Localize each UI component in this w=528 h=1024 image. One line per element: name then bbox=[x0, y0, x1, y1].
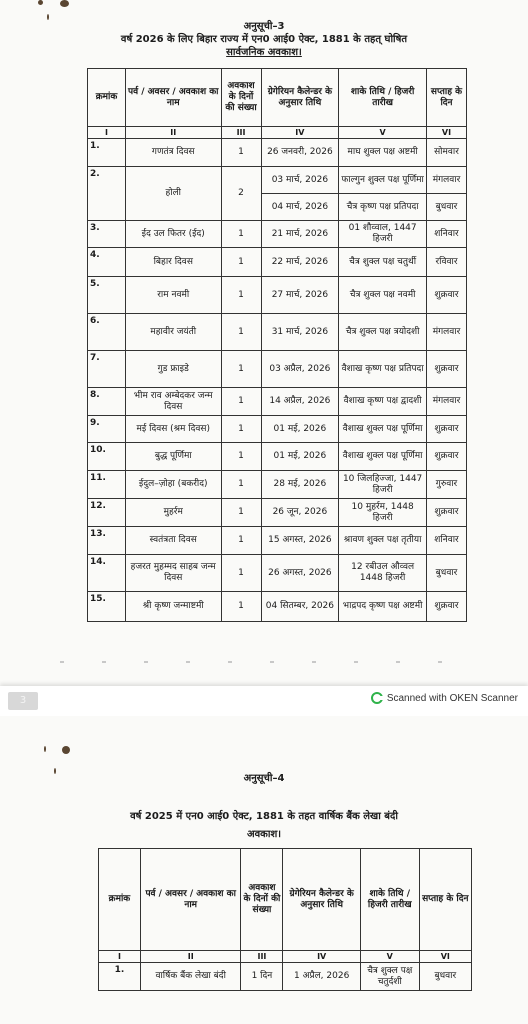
row-serial: 7. bbox=[88, 351, 126, 388]
row-serial: 10. bbox=[88, 443, 126, 471]
row-name: वार्षिक बैंक लेखा बंदी bbox=[140, 963, 241, 991]
row-saka: 01 शौव्वाल, 1447 हिजरी bbox=[339, 221, 427, 248]
schedule-3-subtitle-line1: वर्ष 2026 के लिए बिहार राज्य में एन0 आई0 ऐक्ट, 1881 के तहत् घोषित bbox=[120, 34, 408, 45]
row-saka: चैत्र शुक्ल पक्ष त्रयोदशी bbox=[339, 314, 427, 351]
row-date: 26 जून, 2026 bbox=[261, 499, 339, 527]
row-saka: चैत्र शुक्ल पक्ष चतुर्थी bbox=[339, 248, 427, 277]
row-weekday: सोमवार bbox=[427, 139, 467, 167]
row-date: 04 मार्च, 2026 bbox=[261, 194, 339, 221]
row-weekday: रविवार bbox=[427, 248, 467, 277]
row-serial: 5. bbox=[88, 277, 126, 314]
roman-3: III bbox=[241, 951, 283, 963]
table-row bbox=[88, 351, 467, 388]
table-row bbox=[88, 555, 467, 592]
scanner-label: Scanned with OKEN Scanner bbox=[386, 692, 518, 704]
row-name: बुद्ध पूर्णिमा bbox=[125, 443, 221, 471]
row-serial: 11. bbox=[88, 471, 126, 499]
header-gregorian: ग्रेगेरियन कैलेन्डर के अनुसार तिथि bbox=[283, 849, 361, 951]
row-name: गुड फ्राइडे bbox=[125, 351, 221, 388]
row-name: राम नवमी bbox=[125, 277, 221, 314]
row-date: 03 अप्रैल, 2026 bbox=[261, 351, 339, 388]
row-serial: 8. bbox=[88, 388, 126, 416]
roman-4: IV bbox=[283, 951, 361, 963]
row-saka: चैत्र शुक्ल पक्ष चतुर्दशी bbox=[360, 963, 419, 991]
row-weekday: शनिवार bbox=[427, 221, 467, 248]
row-date: 01 मई, 2026 bbox=[261, 443, 339, 471]
row-days: 1 bbox=[221, 248, 261, 277]
row-days: 1 bbox=[221, 527, 261, 555]
row-days: 1 bbox=[221, 416, 261, 443]
row-serial: 14. bbox=[88, 555, 126, 592]
scanner-watermark bbox=[371, 692, 518, 704]
table-row bbox=[88, 221, 467, 248]
header-saka: शाके तिथि / हिजरी तारीख bbox=[339, 69, 427, 127]
row-weekday: मंगलवार bbox=[427, 388, 467, 416]
holiday-table bbox=[87, 68, 467, 622]
table-row bbox=[88, 471, 467, 499]
hole-punch-mark bbox=[62, 746, 70, 754]
table-row bbox=[88, 416, 467, 443]
row-days: 1 bbox=[221, 351, 261, 388]
row-saka: भाद्रपद कृष्ण पक्ष अष्टमी bbox=[339, 592, 427, 622]
table-row bbox=[88, 314, 467, 351]
row-days: 1 bbox=[221, 277, 261, 314]
row-name: बिहार दिवस bbox=[125, 248, 221, 277]
row-days: 1 bbox=[221, 499, 261, 527]
row-saka: चैत्र कृष्ण पक्ष प्रतिपदा bbox=[339, 194, 427, 221]
row-days: 1 दिन bbox=[241, 963, 283, 991]
header-saka: शाके तिथि / हिजरी तारीख bbox=[360, 849, 419, 951]
row-days: 1 bbox=[221, 139, 261, 167]
table-header-row bbox=[88, 69, 467, 127]
row-weekday: बुधवार bbox=[427, 194, 467, 221]
row-serial: 9. bbox=[88, 416, 126, 443]
row-date: 03 मार्च, 2026 bbox=[261, 167, 339, 194]
schedule-3-subtitle-line2: सार्वजनिक अवकाश। bbox=[226, 47, 302, 58]
row-date: 26 अगस्त, 2026 bbox=[261, 555, 339, 592]
roman-2: II bbox=[140, 951, 241, 963]
row-days: 1 bbox=[221, 471, 261, 499]
table-row bbox=[99, 963, 472, 991]
roman-6: VI bbox=[419, 951, 471, 963]
row-weekday: मंगलवार bbox=[427, 167, 467, 194]
header-days: अवकाश के दिनों की संख्या bbox=[221, 69, 261, 127]
row-days: 1 bbox=[221, 443, 261, 471]
schedule-3-heading: अनुसूची–3 bbox=[243, 21, 285, 32]
table-row bbox=[88, 167, 467, 194]
row-name: श्री कृष्ण जन्माष्टमी bbox=[125, 592, 221, 622]
row-weekday: शुक्रवार bbox=[427, 277, 467, 314]
row-date: 26 जनवरी, 2026 bbox=[261, 139, 339, 167]
row-saka: वैशाख शुक्ल पक्ष पूर्णिमा bbox=[339, 416, 427, 443]
row-date: 01 मई, 2026 bbox=[261, 416, 339, 443]
row-weekday: गुरुवार bbox=[427, 471, 467, 499]
row-date: 04 सितम्बर, 2026 bbox=[261, 592, 339, 622]
row-date: 27 मार्च, 2026 bbox=[261, 277, 339, 314]
row-saka: वैशाख शुक्ल पक्ष पूर्णिमा bbox=[339, 443, 427, 471]
row-serial: 4. bbox=[88, 248, 126, 277]
roman-numeral-row bbox=[88, 127, 467, 139]
hole-punch-mark bbox=[60, 0, 69, 7]
row-name: स्वतंत्रता दिवस bbox=[125, 527, 221, 555]
row-saka: फाल्गुन शुक्ल पक्ष पूर्णिमा bbox=[339, 167, 427, 194]
row-serial: 1. bbox=[99, 963, 141, 991]
row-date: 21 मार्च, 2026 bbox=[261, 221, 339, 248]
row-weekday: शुक्रवार bbox=[427, 443, 467, 471]
row-weekday: बुधवार bbox=[427, 555, 467, 592]
row-serial: 3. bbox=[88, 221, 126, 248]
row-name: ईदुल–ज़ोहा (बकरीद) bbox=[125, 471, 221, 499]
row-weekday: शुक्रवार bbox=[427, 416, 467, 443]
scan-speck bbox=[44, 746, 46, 752]
row-date: 28 मई, 2026 bbox=[261, 471, 339, 499]
faint-scan-marks bbox=[60, 648, 500, 658]
bank-closing-table bbox=[98, 848, 472, 991]
row-serial: 15. bbox=[88, 592, 126, 622]
table-row bbox=[88, 277, 467, 314]
header-serial: क्रमांक bbox=[88, 69, 126, 127]
row-days: 1 bbox=[221, 221, 261, 248]
table-row bbox=[88, 139, 467, 167]
row-days: 1 bbox=[221, 592, 261, 622]
row-weekday: शुक्रवार bbox=[427, 499, 467, 527]
row-saka: वैशाख कृष्ण पक्ष प्रतिपदा bbox=[339, 351, 427, 388]
header-name: पर्व / अवसर / अवकाश का नाम bbox=[140, 849, 241, 951]
roman-3: III bbox=[221, 127, 261, 139]
row-days: 2 bbox=[221, 167, 261, 221]
roman-5: V bbox=[339, 127, 427, 139]
header-weekday: सप्ताह के दिन bbox=[419, 849, 471, 951]
row-days: 1 bbox=[221, 314, 261, 351]
row-saka: माघ शुक्ल पक्ष अष्टमी bbox=[339, 139, 427, 167]
page-number-badge: 3 bbox=[8, 692, 38, 710]
table-row bbox=[88, 388, 467, 416]
table-row bbox=[88, 443, 467, 471]
roman-1: I bbox=[88, 127, 126, 139]
table-row bbox=[88, 499, 467, 527]
row-serial: 6. bbox=[88, 314, 126, 351]
row-saka: 12 रबीउल औव्वल 1448 हिजरी bbox=[339, 555, 427, 592]
row-date: 15 अगस्त, 2026 bbox=[261, 527, 339, 555]
row-name: महावीर जयंती bbox=[125, 314, 221, 351]
table-header-row bbox=[99, 849, 472, 951]
table-row bbox=[88, 592, 467, 622]
row-serial: 1. bbox=[88, 139, 126, 167]
row-saka: 10 मुहर्रम, 1448 हिजरी bbox=[339, 499, 427, 527]
roman-numeral-row bbox=[99, 951, 472, 963]
row-weekday: शुक्रवार bbox=[427, 351, 467, 388]
roman-6: VI bbox=[427, 127, 467, 139]
table-row bbox=[88, 527, 467, 555]
header-serial: क्रमांक bbox=[99, 849, 141, 951]
row-name: भीम राव अम्बेदकर जन्म दिवस bbox=[125, 388, 221, 416]
row-days: 1 bbox=[221, 388, 261, 416]
schedule-4-subtitle-line1: वर्ष 2025 में एन0 आई0 ऐक्ट, 1881 के तहत वार्षिक बैंक लेखा बंदी bbox=[130, 811, 398, 822]
row-serial: 12. bbox=[88, 499, 126, 527]
row-serial: 2. bbox=[88, 167, 126, 221]
row-saka: वैशाख कृष्ण पक्ष द्वादशी bbox=[339, 388, 427, 416]
row-weekday: मंगलवार bbox=[427, 314, 467, 351]
scan-speck bbox=[38, 0, 43, 5]
row-name: मई दिवस (श्रम दिवस) bbox=[125, 416, 221, 443]
row-name: हजरत मुहम्मद साहब जन्म दिवस bbox=[125, 555, 221, 592]
header-name: पर्व / अवसर / अवकाश का नाम bbox=[125, 69, 221, 127]
row-name: गणतंत्र दिवस bbox=[125, 139, 221, 167]
header-gregorian: ग्रेगेरियन कैलेन्डर के अनुसार तिथि bbox=[261, 69, 339, 127]
row-weekday: शुक्रवार bbox=[427, 592, 467, 622]
row-saka: चैत्र शुक्ल पक्ष नवमी bbox=[339, 277, 427, 314]
roman-4: IV bbox=[261, 127, 339, 139]
row-serial: 13. bbox=[88, 527, 126, 555]
row-weekday: शनिवार bbox=[427, 527, 467, 555]
scanner-footer-bar bbox=[0, 686, 528, 716]
roman-1: I bbox=[99, 951, 141, 963]
table-row bbox=[88, 248, 467, 277]
row-date: 14 अप्रैल, 2026 bbox=[261, 388, 339, 416]
row-saka: 10 जिलहिज्जा, 1447 हिजरी bbox=[339, 471, 427, 499]
row-weekday: बुधवार bbox=[419, 963, 471, 991]
row-name: ईद उल फितर (ईद) bbox=[125, 221, 221, 248]
schedule-4-subtitle-line2: अवकाश। bbox=[246, 829, 282, 840]
row-saka: श्रावण शुक्ल पक्ष तृतीया bbox=[339, 527, 427, 555]
row-date: 31 मार्च, 2026 bbox=[261, 314, 339, 351]
roman-5: V bbox=[360, 951, 419, 963]
row-days: 1 bbox=[221, 555, 261, 592]
schedule-4-heading: अनुसूची–4 bbox=[243, 773, 285, 784]
row-date: 22 मार्च, 2026 bbox=[261, 248, 339, 277]
row-date: 1 अप्रैल, 2026 bbox=[283, 963, 361, 991]
roman-2: II bbox=[125, 127, 221, 139]
header-days: अवकाश के दिनों की संख्या bbox=[241, 849, 283, 951]
header-weekday: सप्ताह के दिन bbox=[427, 69, 467, 127]
row-name: होली bbox=[125, 167, 221, 221]
scanner-logo-icon bbox=[371, 692, 383, 704]
row-name: मुहर्रम bbox=[125, 499, 221, 527]
